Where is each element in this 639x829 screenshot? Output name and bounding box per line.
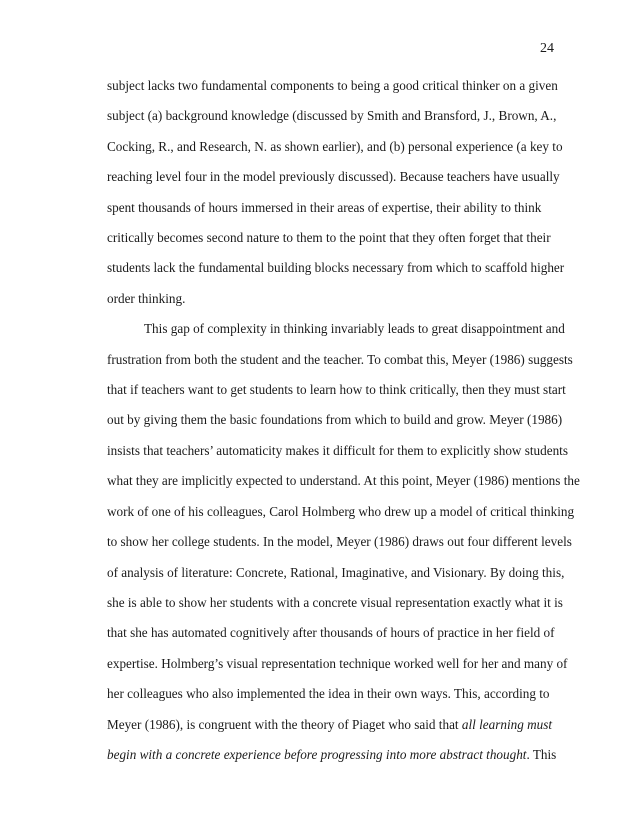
text-line: expertise. Holmberg’s visual representation technique worked well for her and many of [107,655,568,671]
text-line: that if teachers want to get students to learn how to think critically, then they must start [107,382,566,398]
text-line [107,740,557,770]
text-line: spent thousands of hours immersed in their areas of expertise, their ability to think [107,199,542,215]
text-line: of analysis of literature: Concrete, Rational, Imaginative, and Visionary. By doing this, [107,564,565,580]
text-line: she is able to show her students with a concrete visual representation exactly what it is [107,594,563,610]
text-line: critically becomes second nature to them to the point that they often forget that their [107,230,551,246]
text-line: frustration from both the student and the teacher. To combat this, Meyer (1986) suggests [107,351,573,367]
text-line: work of one of his colleagues, Carol Holmberg who drew up a model of critical thinking [107,503,575,519]
text-line: subject lacks two fundamental components to being a good critical thinker on a given [107,78,558,93]
text-line: what they are implicitly expected to understand. At this point, Meyer (1986) mentions the [107,473,580,489]
text-line: Cocking, R., and Research, N. as shown earlier), and (b) personal experience (a key to [107,138,563,154]
text-line: to show her college students. In the model, Meyer (1986) draws out four different levels [107,534,572,550]
text-line: students lack the fundamental building blocks necessary from which to scaffold higher [107,260,565,276]
text-line: subject (a) background knowledge (discussed by Smith and Bransford, J., Brown, A., [107,108,557,124]
body-text [107,71,580,770]
text-line: that she has automated cognitively after thousands of hours of practice in her field of [107,625,555,641]
text-line [107,710,557,740]
text-line: order thinking. [107,290,186,306]
text-line: This gap of complexity in thinking invariably leads to great disappointment and [144,321,565,337]
text-segment: Meyer (1986), is congruent with the theory of Piaget who said that [107,716,462,732]
page-number: 24 [540,41,554,56]
italic-quote: begin with a concrete experience before progressing into more abstract thought [107,746,527,762]
text-line: insists that teachers’ automaticity makes it difficult for them to explicitly show students [107,442,568,458]
text-segment: . This [526,746,557,762]
text-line: her colleagues who also implemented the idea in their own ways. This, according to [107,686,550,702]
text-line: reaching level four in the model previously discussed). Because teachers have usually [107,169,560,185]
italic-quote: all learning must [461,716,553,732]
text-line: out by giving them the basic foundations from which to build and grow. Meyer (1986) [107,412,563,428]
